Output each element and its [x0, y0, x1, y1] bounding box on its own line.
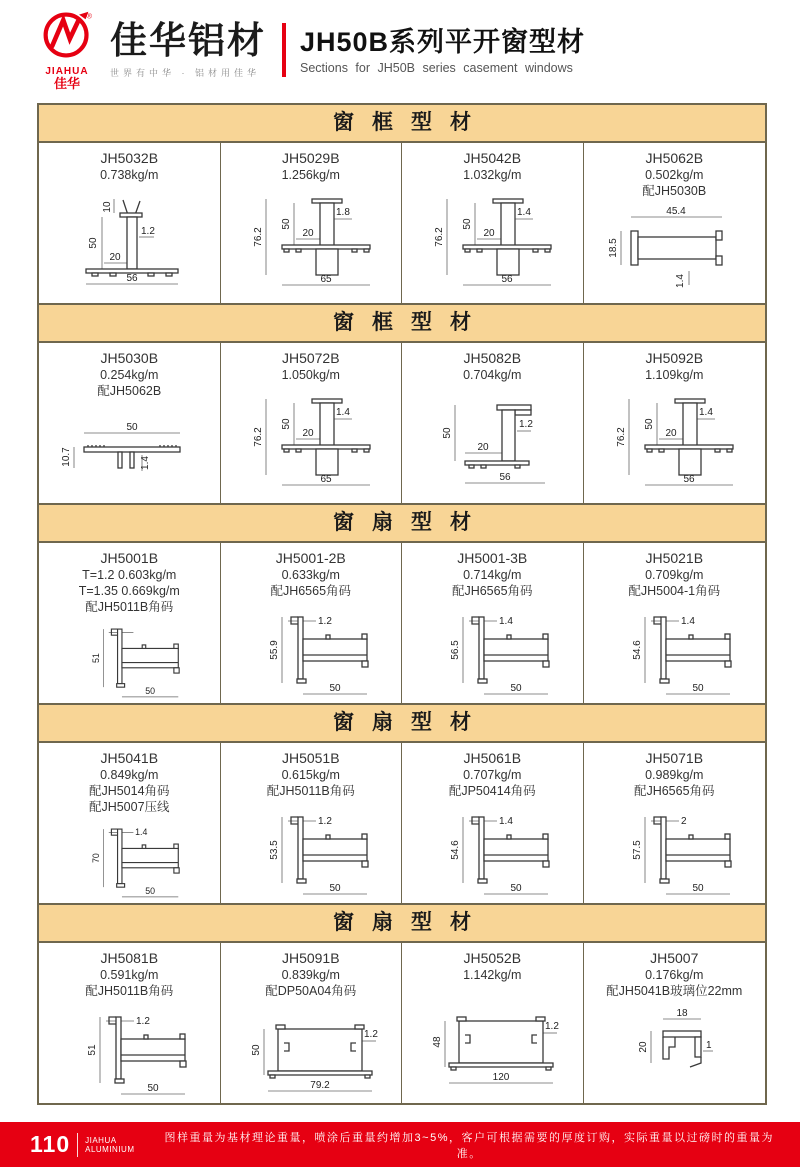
profile-model: JH5001-3B: [457, 550, 528, 566]
profile-drawing: [44, 183, 214, 303]
profile-cell-jh5001b: [39, 543, 221, 703]
profile-cell-jh5051b: [221, 743, 403, 903]
profile-drawing: [589, 799, 759, 903]
profile-spec: 1.050kg/m: [281, 368, 340, 382]
svg-text:53.5: 53.5: [268, 840, 280, 860]
profile-model: JH5001-2B: [275, 550, 346, 566]
profile-cell-jh5081b: [39, 943, 221, 1103]
svg-text:50: 50: [145, 686, 156, 697]
svg-text:50: 50: [442, 427, 454, 439]
profile-model: JH5091B: [281, 950, 340, 966]
section-row: [39, 543, 765, 703]
profile-spec: 0.714kg/m: [463, 568, 522, 582]
footer-brand-line2: ALUMINIUM: [85, 1144, 135, 1154]
page-footer: [0, 1122, 800, 1167]
profile-note: 配JH5011B角码: [85, 600, 174, 614]
svg-text:1.2: 1.2: [317, 816, 332, 827]
footer-brand-line1: JIAHUA: [85, 1135, 117, 1145]
profile-note: 配JH5030B: [642, 184, 707, 198]
svg-text:51: 51: [91, 653, 102, 664]
profile-model: JH5051B: [281, 750, 340, 766]
page-number: 110: [30, 1131, 71, 1157]
profile-cell-jh5030b: [39, 343, 221, 503]
company-block: [110, 21, 266, 79]
svg-text:2: 2: [681, 816, 687, 827]
profile-cell-jh5092b: [584, 343, 766, 503]
profile-spec: 1.142kg/m: [463, 968, 522, 982]
svg-text:50: 50: [147, 1083, 159, 1094]
profile-cell-jh5061b: [402, 743, 584, 903]
profile-drawing: [407, 799, 577, 903]
svg-text:1.4: 1.4: [681, 616, 696, 627]
svg-text:50: 50: [280, 218, 292, 230]
profile-spec: 0.591kg/m: [100, 968, 159, 982]
svg-text:55.9: 55.9: [268, 640, 280, 660]
svg-text:76.2: 76.2: [252, 227, 264, 247]
section-sash-3: [39, 903, 765, 1103]
profile-spec: 0.176kg/m: [645, 968, 704, 982]
svg-text:54.6: 54.6: [632, 640, 644, 660]
svg-text:51: 51: [87, 1044, 99, 1056]
profile-drawing: [44, 999, 214, 1103]
profile-cell-jh5041b: [39, 743, 221, 903]
svg-text:10: 10: [102, 201, 114, 213]
svg-text:56: 56: [683, 474, 695, 485]
profile-drawing: [589, 199, 759, 303]
profile-spec: 0.839kg/m: [281, 968, 340, 982]
logo-brand-cn: 佳华: [53, 76, 80, 91]
svg-text:20: 20: [109, 252, 121, 263]
section-row: [39, 343, 765, 503]
profile-spec: 0.738kg/m: [100, 168, 159, 182]
reg-mark: ®: [86, 11, 92, 21]
profile-drawing: [407, 183, 577, 303]
profile-spec: 0.633kg/m: [281, 568, 340, 582]
svg-text:1.4: 1.4: [699, 407, 714, 418]
svg-text:20: 20: [483, 228, 495, 239]
profile-model: JH5082B: [463, 350, 522, 366]
svg-text:76.2: 76.2: [434, 227, 446, 247]
profile-model: JH5007: [650, 950, 699, 966]
profile-cell-jh5029b: [221, 143, 403, 303]
profile-cell-jh5091b: [221, 943, 403, 1103]
company-name: 佳华铝材: [110, 20, 266, 61]
svg-text:1.8: 1.8: [335, 207, 350, 218]
svg-text:65: 65: [320, 274, 332, 285]
profile-cell-jh5007: [584, 943, 766, 1103]
profile-model: JH5061B: [463, 750, 522, 766]
profile-model: JH5072B: [281, 350, 340, 366]
svg-text:18.5: 18.5: [608, 238, 620, 258]
profile-cell-jh5082b: [402, 343, 584, 503]
profile-model: JH5081B: [100, 950, 159, 966]
svg-text:1.4: 1.4: [499, 616, 514, 627]
profile-spec: 1.109kg/m: [645, 368, 704, 382]
svg-text:50: 50: [88, 237, 100, 249]
profile-drawing: [589, 383, 759, 503]
svg-text:50: 50: [510, 683, 522, 694]
company-logo: [34, 9, 100, 91]
section-sash-2: [39, 703, 765, 903]
svg-text:1.2: 1.2: [519, 419, 534, 430]
profile-spec: 0.502kg/m: [645, 168, 704, 182]
profile-note: 配JH5004-1角码: [628, 584, 721, 598]
section-frame-2: [39, 303, 765, 503]
section-frame-1: [39, 105, 765, 303]
profile-model: JH5032B: [100, 150, 159, 166]
profile-model: JH5029B: [281, 150, 340, 166]
svg-text:45.4: 45.4: [666, 206, 686, 217]
profile-cell-jh5001-2b: [221, 543, 403, 703]
section-title: 窗扇型材: [39, 903, 765, 943]
profile-drawing: [407, 599, 577, 703]
svg-text:50: 50: [329, 683, 341, 694]
svg-text:1.2: 1.2: [141, 226, 156, 237]
profile-drawing: [407, 983, 577, 1103]
jiahua-logo-icon: [41, 9, 93, 61]
svg-text:56: 56: [126, 273, 138, 284]
profile-cell-jh5032b: [39, 143, 221, 303]
footer-note: 图样重量为基材理论重量，喷涂后重量约增加3~5%，客户可根据需要的厚度订购，实际重量以过磅时的重量为准。: [164, 1131, 774, 1160]
svg-text:120: 120: [492, 1072, 510, 1083]
svg-text:65: 65: [320, 474, 332, 485]
svg-text:1.2: 1.2: [317, 616, 332, 627]
svg-text:56: 56: [501, 274, 513, 285]
svg-text:70: 70: [91, 853, 102, 864]
svg-text:1.2: 1.2: [136, 1016, 151, 1027]
profile-note: 配JP50414角码: [448, 784, 536, 798]
svg-text:54.6: 54.6: [450, 840, 462, 860]
footer-divider: [77, 1133, 78, 1157]
profile-drawing: [589, 599, 759, 703]
profile-note: 配JH5014角码: [88, 784, 170, 798]
svg-text:20: 20: [302, 228, 314, 239]
svg-text:1.2: 1.2: [545, 1021, 560, 1032]
profile-spec: T=1.35 0.669kg/m: [78, 584, 180, 598]
svg-text:20: 20: [665, 428, 677, 439]
profile-model: JH5030B: [100, 350, 159, 366]
profile-spec: 0.704kg/m: [463, 368, 522, 382]
profile-note: 配JH6565角码: [451, 584, 533, 598]
profile-drawing: [226, 999, 396, 1103]
page-title: JH50B系列平开窗型材: [300, 26, 586, 57]
svg-text:1.4: 1.4: [675, 274, 687, 288]
profile-note: 配JH5062B: [97, 384, 162, 398]
svg-text:50: 50: [692, 683, 704, 694]
profile-spec: T=1.2 0.603kg/m: [82, 568, 177, 582]
profile-model: JH5021B: [645, 550, 704, 566]
profile-note: 配JH5007压线: [88, 800, 170, 814]
profile-drawing: [44, 615, 214, 703]
profile-spec: 0.707kg/m: [463, 768, 522, 782]
svg-text:10.7: 10.7: [61, 447, 73, 467]
profile-model: JH5001B: [100, 550, 159, 566]
profile-drawing: [226, 183, 396, 303]
svg-text:50: 50: [692, 883, 704, 894]
svg-text:57.5: 57.5: [632, 840, 644, 860]
profile-model: JH5041B: [100, 750, 159, 766]
svg-text:1.4: 1.4: [135, 827, 148, 838]
svg-text:1.4: 1.4: [335, 407, 350, 418]
section-title: 窗框型材: [39, 303, 765, 343]
svg-text:20: 20: [302, 428, 314, 439]
svg-text:56: 56: [499, 472, 511, 483]
profile-cell-jh5021b: [584, 543, 766, 703]
logo-brand-en: JIAHUA: [45, 66, 89, 77]
profile-drawing: [44, 399, 214, 503]
svg-text:48: 48: [432, 1036, 444, 1048]
footer-brand: [85, 1136, 134, 1154]
profile-note: 配JH5011B角码: [266, 784, 355, 798]
section-row: [39, 943, 765, 1103]
svg-text:18: 18: [676, 1008, 688, 1019]
profile-model: JH5092B: [645, 350, 704, 366]
section-title: 窗框型材: [39, 105, 765, 143]
svg-text:50: 50: [462, 218, 474, 230]
profile-drawing: [589, 999, 759, 1103]
header-divider: [282, 23, 286, 77]
profile-drawing: [407, 383, 577, 503]
section-row: [39, 143, 765, 303]
company-tagline: 世界有中华 · 铝材用佳华: [110, 68, 260, 78]
profile-drawing: [226, 599, 396, 703]
profile-drawing: [226, 799, 396, 903]
section-title: 窗扇型材: [39, 503, 765, 543]
profile-cell-jh5052b: [402, 943, 584, 1103]
profile-spec: 0.849kg/m: [100, 768, 159, 782]
page-header: [0, 0, 800, 100]
profile-model: JH5062B: [645, 150, 704, 166]
svg-text:76.2: 76.2: [616, 427, 628, 447]
profile-spec: 0.254kg/m: [100, 368, 159, 382]
profile-drawing: [226, 383, 396, 503]
profile-drawing: [44, 815, 214, 903]
profile-cell-jh5042b: [402, 143, 584, 303]
profile-spec: 0.989kg/m: [645, 768, 704, 782]
profile-note: 配JH5041B玻璃位22mm: [606, 984, 743, 998]
profile-spec: 1.256kg/m: [281, 168, 340, 182]
section-sash-1: [39, 503, 765, 703]
svg-text:1.4: 1.4: [140, 456, 152, 470]
profile-cell-jh5062b: [584, 143, 766, 303]
svg-text:50: 50: [280, 418, 292, 430]
profile-catalog-table: [37, 103, 767, 1105]
title-block: [300, 26, 585, 75]
svg-text:1.4: 1.4: [499, 816, 514, 827]
profile-note: 配JH6565角码: [270, 584, 352, 598]
profile-model: JH5042B: [463, 150, 522, 166]
profile-cell-jh5071b: [584, 743, 766, 903]
profile-cell-jh5001-3b: [402, 543, 584, 703]
svg-text:56.5: 56.5: [450, 640, 462, 660]
svg-text:1: 1: [706, 1040, 712, 1051]
svg-text:50: 50: [250, 1044, 262, 1056]
svg-text:76.2: 76.2: [252, 427, 264, 447]
section-title: 窗扇型材: [39, 703, 765, 743]
svg-text:20: 20: [638, 1041, 650, 1053]
profile-spec: 1.032kg/m: [463, 168, 522, 182]
profile-spec: 0.709kg/m: [645, 568, 704, 582]
svg-text:20: 20: [477, 442, 489, 453]
profile-model: JH5052B: [463, 950, 522, 966]
svg-text:50: 50: [510, 883, 522, 894]
svg-text:1.4: 1.4: [517, 207, 532, 218]
section-row: [39, 743, 765, 903]
svg-text:50: 50: [329, 883, 341, 894]
profile-note: 配DP50A04角码: [265, 984, 357, 998]
svg-text:79.2: 79.2: [310, 1080, 330, 1091]
profile-cell-jh5072b: [221, 343, 403, 503]
page-subtitle: Sections for JH50B series casement windows: [300, 60, 573, 75]
svg-text:50: 50: [644, 418, 656, 430]
svg-text:50: 50: [126, 422, 138, 433]
profile-spec: 0.615kg/m: [281, 768, 340, 782]
svg-text:1.2: 1.2: [363, 1029, 378, 1040]
svg-text:50: 50: [145, 886, 156, 897]
profile-model: JH5071B: [645, 750, 704, 766]
profile-note: 配JH5011B角码: [85, 984, 174, 998]
profile-note: 配JH6565角码: [633, 784, 715, 798]
